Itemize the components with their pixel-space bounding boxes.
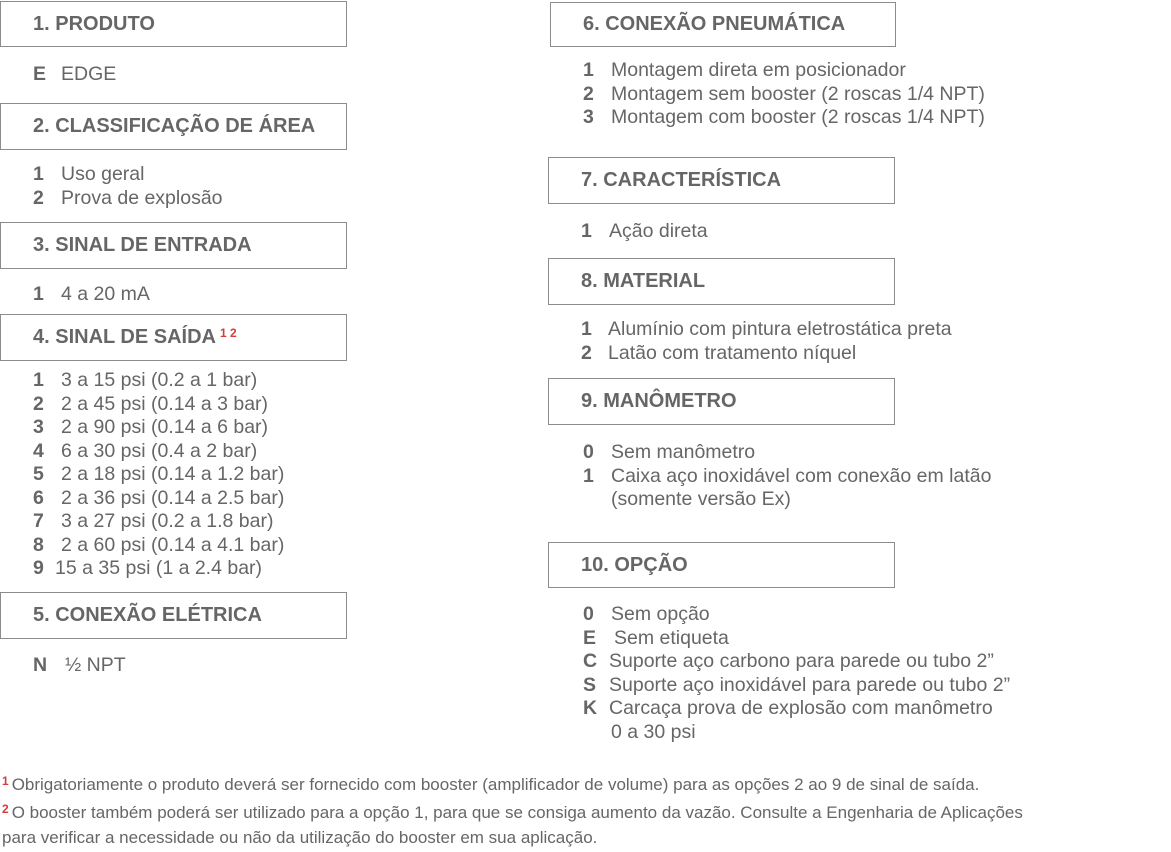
option-code: 1: [33, 369, 44, 391]
option-code: K: [583, 697, 598, 719]
option-list: [583, 59, 985, 130]
section-title: 7. CARACTERÍSTICA: [581, 169, 782, 191]
option-code: 0: [583, 603, 594, 625]
option-row: [583, 603, 1010, 627]
option-code: 1: [581, 318, 592, 340]
option-code: E: [33, 63, 47, 85]
footnote-text: Obrigatoriamente o produto deverá ser fornecido com booster (amplificador de volume) para as opções 2 ao 9 de sinal de saída.: [11, 775, 980, 794]
option-list: [33, 654, 126, 678]
option-list: [33, 369, 284, 581]
option-code: 3: [33, 416, 44, 438]
option-row: [33, 416, 284, 440]
option-description: Montagem direta em posicionador: [611, 59, 906, 81]
option-description: 2 a 45 psi (0.14 a 3 bar): [61, 392, 269, 415]
footnote-marker: 1: [2, 774, 9, 788]
option-description: 15 a 35 psi (1 a 2.4 bar): [55, 557, 263, 579]
option-list: [581, 220, 708, 244]
option-code: N: [33, 654, 48, 676]
section-title: 2. CLASSIFICAÇÃO DE ÁREA: [33, 115, 316, 137]
footnote-line: [2, 801, 1023, 826]
section-title: 4. SINAL DE SAÍDA: [33, 326, 216, 348]
section-title: 5. CONEXÃO ELÉTRICA: [33, 604, 262, 626]
option-code: 2: [33, 392, 44, 415]
footnote-marker: 2: [2, 802, 9, 816]
option-code: 7: [33, 510, 44, 532]
option-code: 5: [33, 463, 44, 485]
option-code: 1: [583, 464, 594, 487]
option-code: 0: [583, 441, 594, 463]
section-title: 10. OPÇÃO: [581, 553, 688, 576]
section-title: 8. MATERIAL: [581, 270, 706, 292]
section-header: [0, 314, 347, 361]
option-row: [581, 342, 952, 366]
option-code: 1: [583, 59, 594, 81]
option-code: [583, 488, 611, 512]
option-list: [583, 603, 1010, 744]
section-header: [548, 378, 895, 425]
option-code: E: [583, 626, 597, 649]
option-code: 2: [33, 186, 44, 209]
option-code: 4: [33, 439, 44, 462]
option-list: [33, 163, 223, 210]
option-row: [33, 534, 284, 558]
section-header: [0, 1, 347, 47]
option-description: EDGE: [61, 63, 117, 85]
option-row: [583, 106, 985, 130]
option-row: [33, 510, 284, 534]
option-code: 2: [581, 341, 592, 364]
option-description: 2 a 90 psi (0.14 a 6 bar): [61, 416, 269, 438]
section-header: [550, 2, 896, 47]
option-description: Prova de explosão: [61, 186, 223, 209]
option-description: Uso geral: [61, 163, 145, 185]
section-title: 3. SINAL DE ENTRADA: [33, 234, 252, 256]
option-code: [583, 721, 611, 745]
option-description: Suporte aço inoxidável para parede ou tubo 2”: [609, 673, 1011, 696]
option-list: [33, 283, 150, 307]
section-title: 9. MANÔMETRO: [581, 390, 737, 412]
option-row: [581, 220, 708, 244]
option-row: [33, 463, 284, 487]
footnote-line: [2, 773, 979, 798]
option-row: [583, 697, 1010, 721]
section-header: [548, 542, 895, 588]
option-code: 1: [581, 220, 592, 242]
option-row: [583, 488, 991, 512]
option-row: [583, 441, 991, 465]
section-header: [548, 258, 895, 305]
option-description: 0 a 30 psi: [611, 720, 696, 743]
option-row: [33, 393, 284, 417]
option-list: [33, 63, 116, 87]
option-list: [583, 441, 991, 512]
footnote-reference: 1 2: [220, 325, 237, 340]
section-header: [0, 222, 347, 269]
option-row: [33, 63, 116, 87]
option-description: 4 a 20 mA: [61, 283, 150, 305]
option-code: S: [583, 673, 597, 696]
option-description: Suporte aço carbono para parede ou tubo 2”: [609, 650, 994, 672]
option-description: ½ NPT: [65, 654, 126, 676]
option-description: 2 a 18 psi (0.14 a 1.2 bar): [61, 463, 285, 485]
option-row: [583, 627, 1010, 651]
option-description: (somente versão Ex): [611, 488, 791, 510]
option-description: Sem manômetro: [611, 441, 756, 463]
option-description: Carcaça prova de explosão com manômetro: [609, 697, 993, 719]
option-code: 3: [583, 106, 594, 128]
option-row: [33, 369, 284, 393]
option-row: [583, 59, 985, 83]
option-row: [583, 674, 1010, 698]
option-code: 1: [33, 283, 44, 305]
option-description: Ação direta: [609, 220, 708, 242]
option-code: 8: [33, 533, 44, 556]
option-description: Sem opção: [611, 603, 710, 625]
option-row: [33, 440, 284, 464]
option-description: 3 a 15 psi (0.2 a 1 bar): [61, 369, 258, 391]
option-description: Montagem com booster (2 roscas 1/4 NPT): [611, 106, 985, 128]
option-row: [33, 187, 223, 211]
footnote-text: para verificar a necessidade ou não da utilização do booster em sua aplicação.: [2, 828, 598, 847]
option-code: 1: [33, 163, 44, 185]
option-description: Sem etiqueta: [614, 626, 729, 649]
section-title: 1. PRODUTO: [33, 12, 155, 35]
option-code: C: [583, 650, 598, 672]
section-header: [0, 103, 347, 150]
option-description: Alumínio com pintura eletrostática preta: [608, 318, 952, 340]
option-description: 3 a 27 psi (0.2 a 1.8 bar): [61, 510, 274, 532]
footnote-line: [2, 826, 1023, 850]
option-code: 9: [33, 557, 44, 579]
option-row: [581, 318, 952, 342]
option-description: Caixa aço inoxidável com conexão em latão: [611, 464, 992, 487]
option-row: [33, 487, 284, 511]
option-description: Latão com tratamento níquel: [608, 341, 857, 364]
section-header: [548, 157, 895, 204]
option-row: [33, 557, 284, 581]
option-code: 6: [33, 486, 44, 509]
option-row: [583, 465, 991, 489]
footnote: [2, 773, 979, 798]
option-description: 2 a 60 psi (0.14 a 4.1 bar): [61, 533, 285, 556]
option-row: [33, 283, 150, 307]
option-code: 2: [583, 82, 594, 105]
option-description: 2 a 36 psi (0.14 a 2.5 bar): [61, 486, 285, 509]
section-title: 6. CONEXÃO PNEUMÁTICA: [583, 13, 846, 35]
option-description: 6 a 30 psi (0.4 a 2 bar): [61, 439, 258, 462]
option-row: [33, 654, 126, 678]
option-row: [583, 83, 985, 107]
footnote-text: O booster também poderá ser utilizado para a opção 1, para que se consiga aumento da vazão. Consulte a Engenharia de Aplicações: [11, 803, 1023, 822]
option-row: [33, 163, 223, 187]
option-row: [583, 721, 1010, 745]
option-list: [581, 318, 952, 365]
option-row: [583, 650, 1010, 674]
section-header: [0, 592, 347, 639]
footnote: [2, 801, 1023, 850]
option-description: Montagem sem booster (2 roscas 1/4 NPT): [611, 82, 985, 105]
